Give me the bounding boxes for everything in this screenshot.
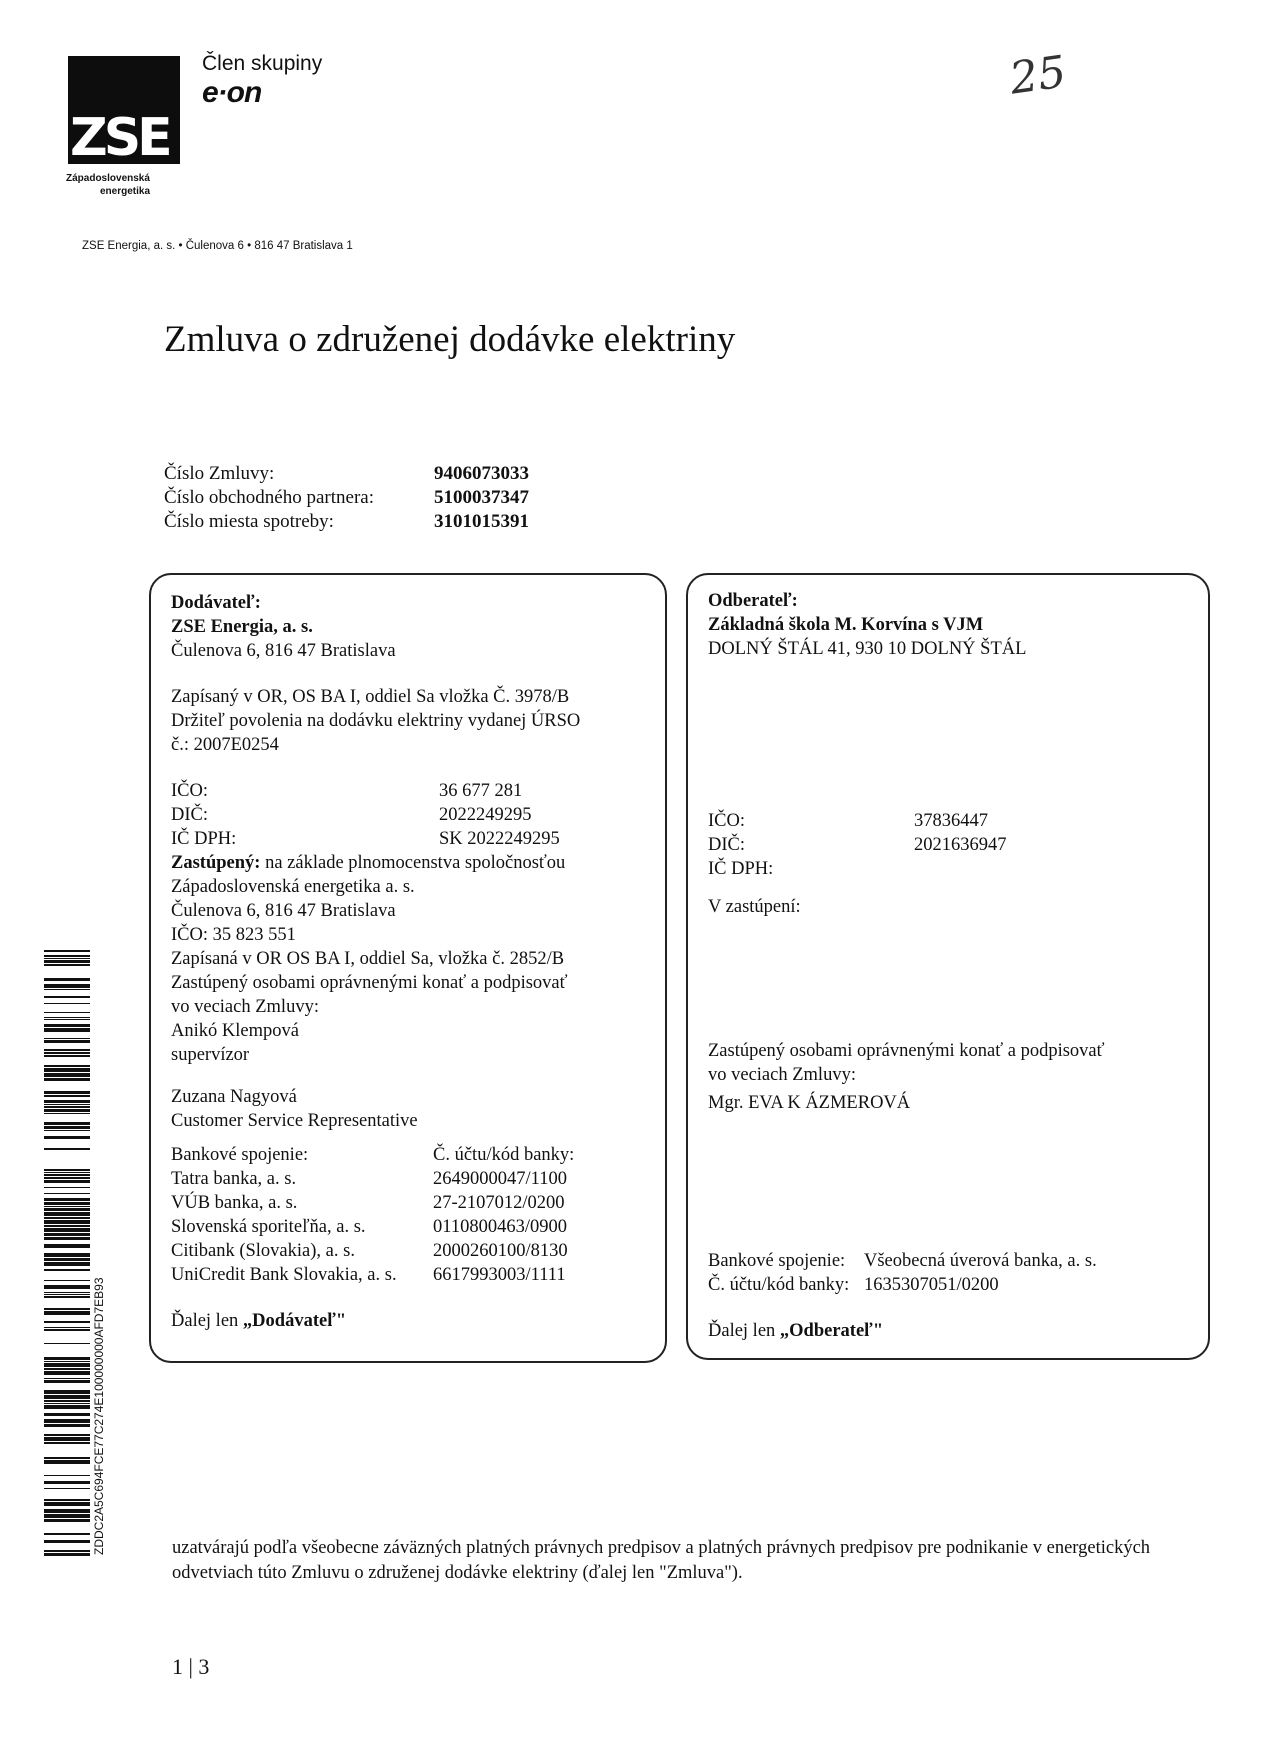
rep-line: Zapísaná v OR OS BA I, oddiel Sa, vložka č. 2852/B [171,949,565,969]
bank-label: Bankové spojenie: [708,1251,846,1271]
customer-address: DOLNÝ ŠTÁL 41, 930 10 DOLNÝ ŠTÁL [708,639,1027,659]
supplier-represented-line [171,851,647,875]
id-value: 2022249295 [439,805,532,825]
customer-account-row [708,1273,1190,1297]
represented-text: na základe plnomocenstva spoločnosťou [265,853,566,873]
bank-name: VÚB banka, a. s. [171,1193,298,1213]
rep-line: Mgr. EVA K ÁZMEROVÁ [708,1093,911,1113]
id-value: 36 677 281 [439,781,523,801]
supplier-bank-header [171,1143,647,1167]
rep-line: vo veciach Zmluvy: [171,997,319,1017]
id-label: IČ DPH: [708,859,774,879]
contract-meta [164,462,529,534]
bank-account: 2649000047/1100 [433,1169,567,1189]
bank-row [171,1215,647,1239]
bank-row [171,1191,647,1215]
rep-line: Západoslovenská energetika a. s. [171,877,415,897]
id-label: IČO: [171,781,208,801]
id-value: 2021636947 [914,835,1007,855]
represented-label: Zastúpený: [171,853,261,873]
customer-heading: Odberateľ: [708,591,798,611]
barcode-text-value: ZDDC2A5C694FCE77C274E100000000AFD7EB93 [92,1277,106,1555]
bank-name: Tatra banka, a. s. [171,1169,297,1189]
meta-label: Číslo Zmluvy: [164,463,275,484]
rep-line: Anikó Klempová [171,1021,299,1041]
meta-row-consumption-point [164,510,529,534]
bank-name: Citibank (Slovakia), a. s. [171,1241,355,1261]
footer-prefix: Ďalej len [171,1311,239,1331]
id-label: DIČ: [708,835,745,855]
meta-label: Číslo miesta spotreby: [164,511,334,532]
closing-paragraph: uzatvárajú podľa všeobecne záväzných platných právnych predpisov a platných právnych predpisov pre podnikanie v energetických odvetviach túto Zmluvu o združenej dodávke elektriny (ďalej len "Zmluva"). [172,1538,1151,1583]
customer-bank-row [708,1249,1190,1273]
rep-line: Customer Service Representative [171,1111,418,1131]
supplier-registration-line: č.: 2007E0254 [171,735,279,755]
supplier-address: Čulenova 6, 816 47 Bratislava [171,641,396,661]
customer-box [686,573,1210,1360]
rep-line: IČO: 35 823 551 [171,925,296,945]
bank-account: 27-2107012/0200 [433,1193,565,1213]
handwritten-note: 25 [1006,46,1070,105]
logo-name-line1: Západoslovenská [66,173,150,184]
page-number: 1 | 3 [172,1654,210,1679]
bank-name: UniCredit Bank Slovakia, a. s. [171,1265,397,1285]
customer-name: Základná škola M. Korvína s VJM [708,615,984,635]
rep-line: Čulenova 6, 816 47 Bratislava [171,901,396,921]
supplier-footer [171,1309,647,1333]
bank-row [171,1167,647,1191]
bank-row [171,1263,647,1287]
supplier-name: ZSE Energia, a. s. [171,617,313,637]
id-value: 37836447 [914,811,988,831]
customer-representation-label: V zastúpení: [708,897,801,917]
supplier-ico-row [171,779,647,803]
logo-name-line2: energetika [100,186,151,197]
group-label: Člen skupiny [202,52,323,75]
customer-footer [708,1319,1190,1343]
customer-ico-row [708,809,1190,833]
sender-address-line: ZSE Energia, a. s. • Čulenova 6 • 816 47 Bratislava 1 [82,240,353,252]
footer-bold: „Dodávateľ" [242,1311,347,1331]
bank-account: 2000260100/8130 [433,1241,568,1261]
customer-icdph-row [708,857,1190,881]
meta-value: 9406073033 [434,463,529,484]
id-value: SK 2022249295 [439,829,560,849]
eon-logo: e·on [202,76,262,109]
barcode-text [92,955,106,1555]
footer-prefix: Ďalej len [708,1321,776,1341]
supplier-heading: Dodávateľ: [171,593,261,613]
supplier-registration-line: Držiteľ povolenia na dodávku elektriny vydanej ÚRSO [171,711,581,731]
rep-line: vo veciach Zmluvy: [708,1065,856,1085]
supplier-icdph-row [171,827,647,851]
bank-row [171,1239,647,1263]
meta-row-partner-number [164,486,529,510]
supplier-dic-row [171,803,647,827]
id-label: DIČ: [171,805,208,825]
bank-header-value: Č. účtu/kód banky: [433,1145,575,1165]
zse-logo-wordmark [66,172,150,198]
bank-account: 6617993003/1111 [433,1265,566,1285]
customer-dic-row [708,833,1190,857]
bank-name: Všeobecná úverová banka, a. s. [864,1251,1097,1271]
bank-header-label: Bankové spojenie: [171,1145,309,1165]
bank-account: 1635307051/0200 [864,1275,999,1295]
meta-value: 5100037347 [434,487,529,508]
meta-label: Číslo obchodného partnera: [164,487,375,508]
zse-logo-letters: ZSE [70,108,169,168]
rep-line: Zastúpený osobami oprávnenými konať a podpisovať [708,1041,1105,1061]
id-label: IČO: [708,811,745,831]
rep-line: Zastúpený osobami oprávnenými konať a podpisovať [171,973,568,993]
meta-row-contract-number [164,462,529,486]
bank-account: 0110800463/0900 [433,1217,567,1237]
rep-line: supervízor [171,1045,250,1065]
footer-bold: „Odberateľ" [779,1321,884,1341]
bank-name: Slovenská sporiteľňa, a. s. [171,1217,366,1237]
supplier-registration-line: Zapísaný v OR, OS BA I, oddiel Sa vložka Č. 3978/B [171,687,570,707]
document-title: Zmluva o združenej dodávke elektriny [164,319,736,360]
meta-value: 3101015391 [434,511,529,532]
supplier-box [149,573,667,1363]
rep-line: Zuzana Nagyová [171,1087,297,1107]
account-label: Č. účtu/kód banky: [708,1275,850,1295]
id-label: IČ DPH: [171,829,237,849]
